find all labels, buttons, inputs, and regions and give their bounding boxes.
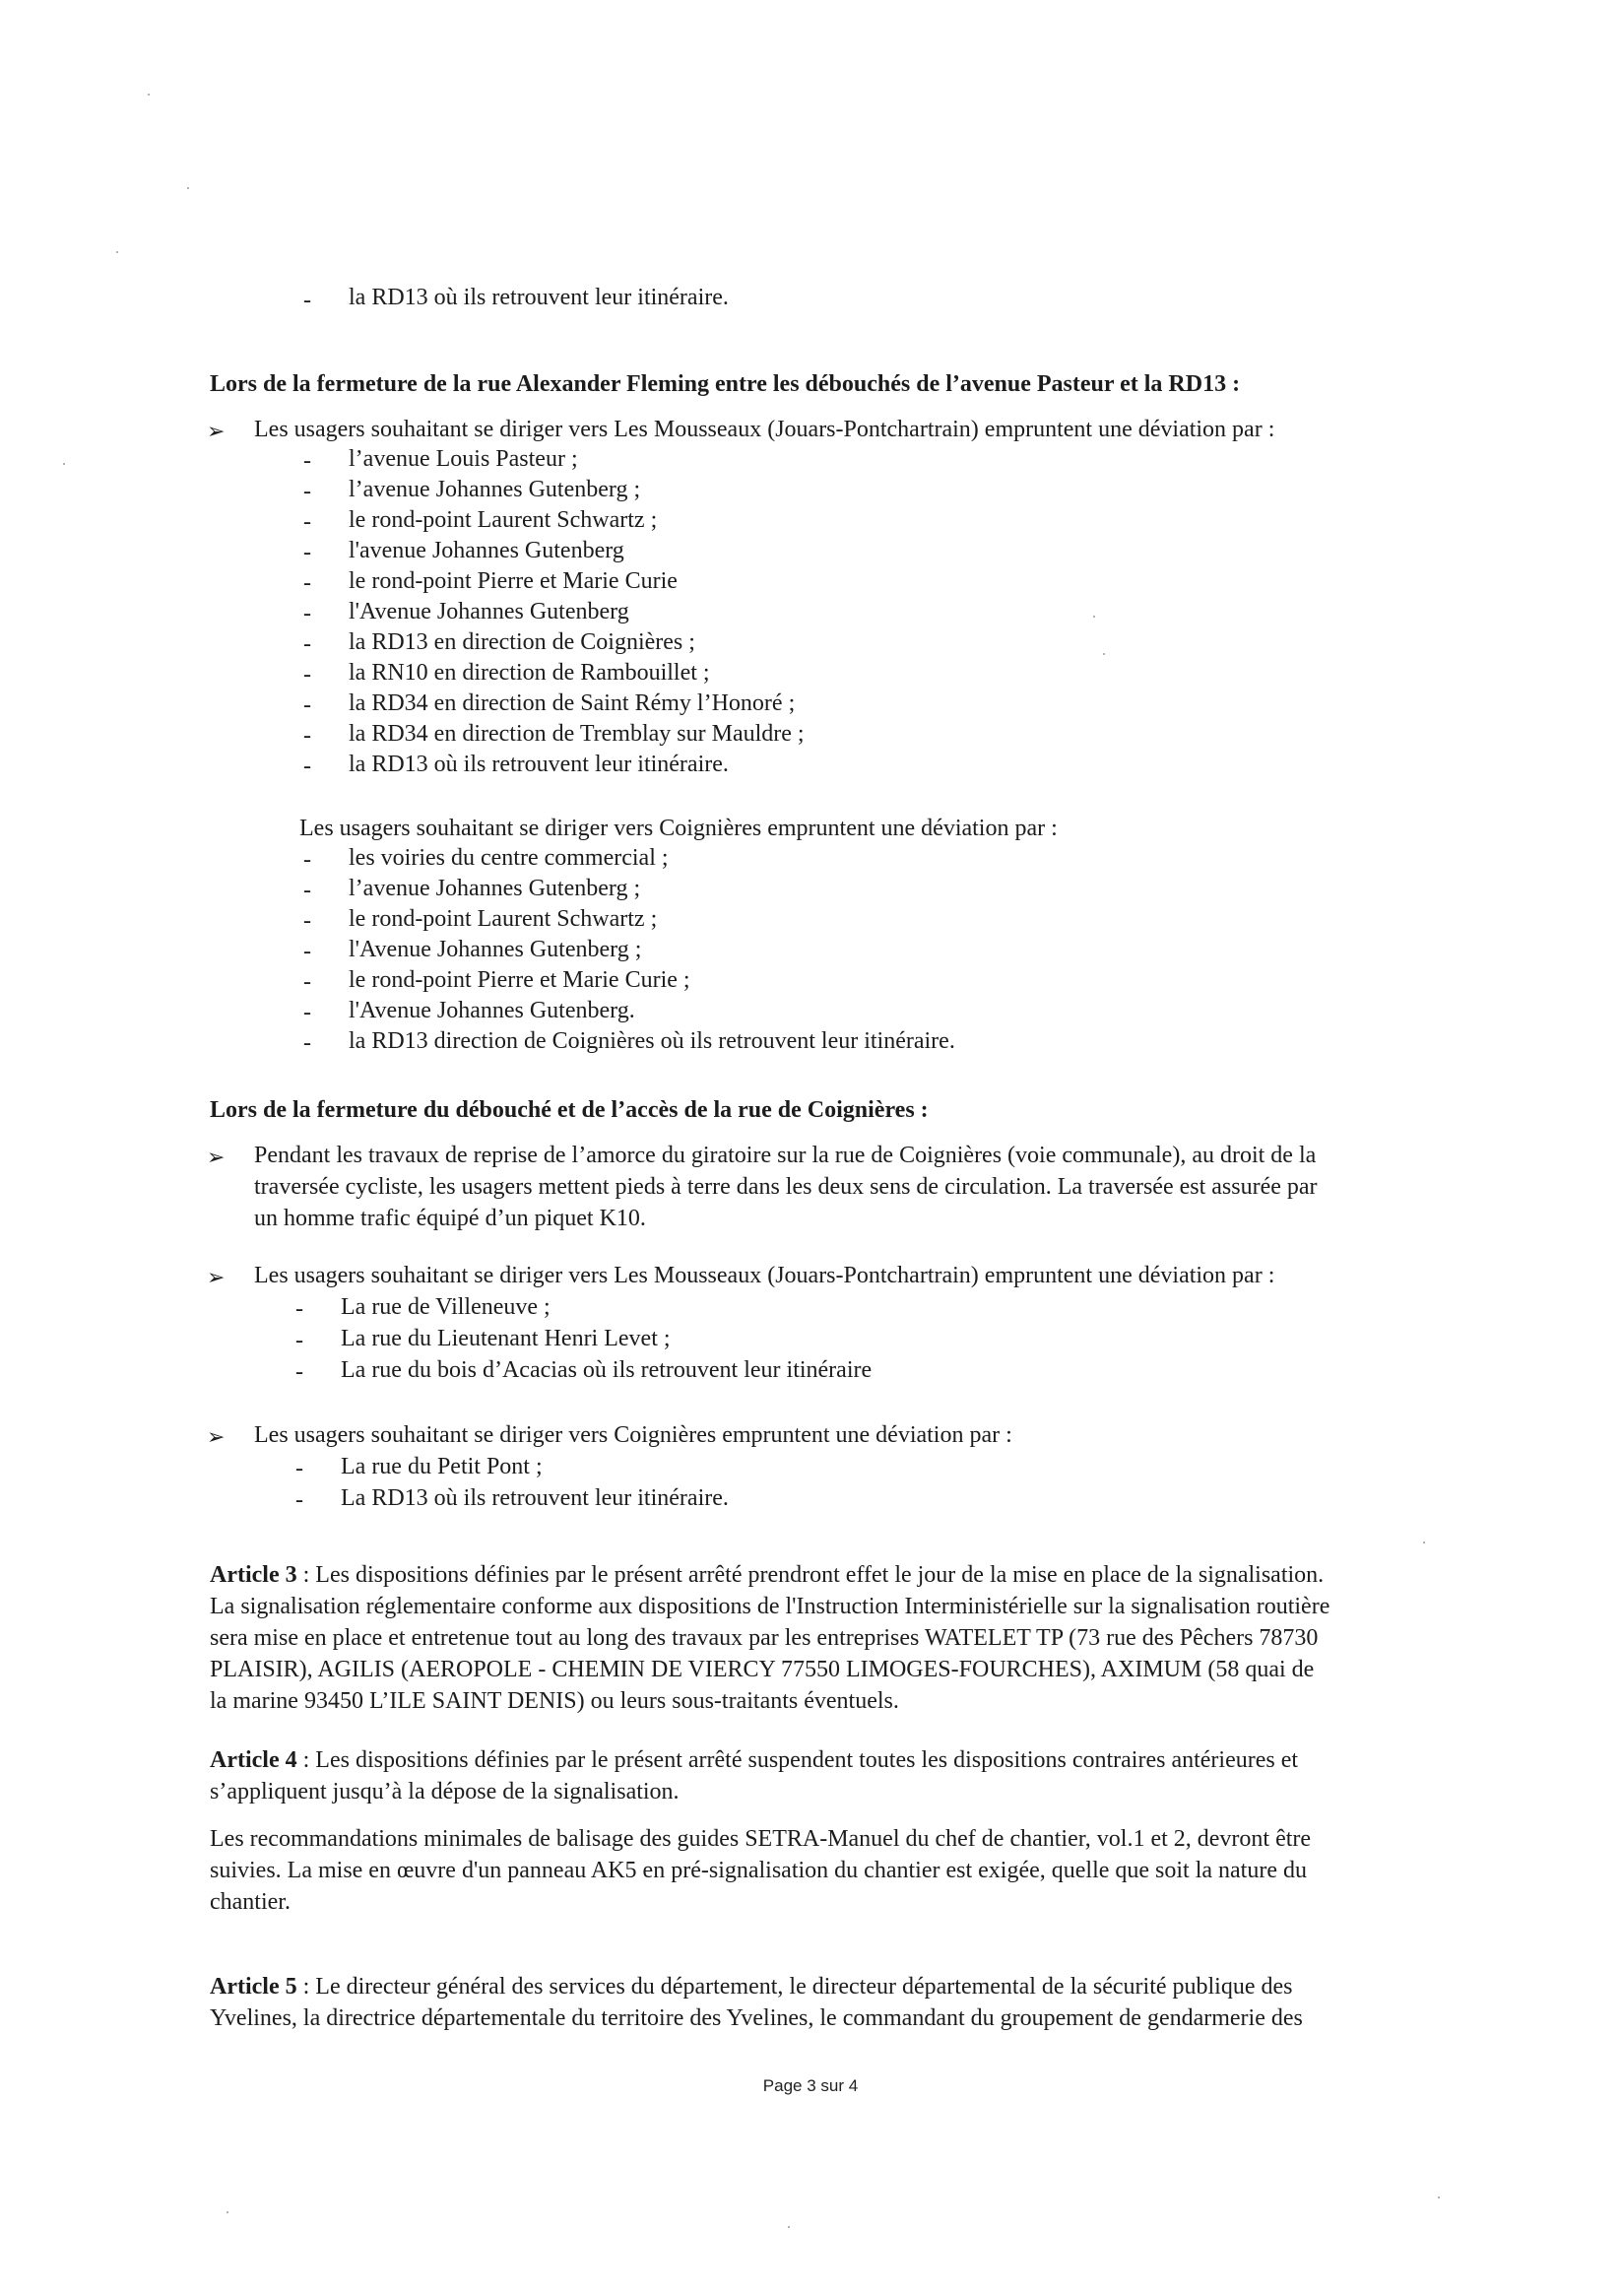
scan-speck: [187, 187, 189, 189]
list-dash: -: [303, 1030, 311, 1056]
list-dash: -: [303, 662, 311, 688]
list-dash: -: [303, 601, 311, 626]
list-dash: -: [303, 509, 311, 535]
list-item: la RN10 en direction de Rambouillet ;: [349, 660, 710, 686]
list-dash: -: [303, 969, 311, 995]
page-number: Page 3 sur 4: [762, 2076, 859, 2095]
list-dash: -: [303, 448, 311, 474]
paragraph-intro: Les usagers souhaitant se diriger vers Les Mousseaux (Jouars-Pontchartrain) empruntent une déviation par :: [254, 1263, 1275, 1288]
paragraph-intro: Les usagers souhaitant se diriger vers Coignières empruntent une déviation par :: [299, 816, 1058, 841]
list-dash: -: [303, 723, 311, 749]
article-4-line: Les recommandations minimales de balisage des guides SETRA-Manuel du chef de chantier, vol.1 et 2, devront être: [210, 1826, 1312, 1852]
scan-speck: [227, 2211, 228, 2213]
list-dash: -: [295, 1359, 303, 1385]
list-dash: -: [303, 692, 311, 718]
article-text: : Les dispositions définies par le présent arrêté prendront effet le jour de la mise en place de la signalisation.: [296, 1562, 1325, 1588]
list-dash: -: [303, 1000, 311, 1025]
article-3-line: sera mise en place et entretenue tout au long des travaux par les entreprises WATELET TP (73 rue des Pêchers 78730: [210, 1625, 1319, 1651]
article-label: Article 5: [210, 1974, 297, 2000]
list-dash: -: [303, 939, 311, 964]
list-item: La rue de Villeneuve ;: [341, 1294, 551, 1320]
list-dash: -: [303, 754, 311, 779]
scan-speck: [116, 251, 118, 253]
list-item: La RD13 où ils retrouvent leur itinéraire.: [341, 1485, 729, 1511]
list-dash: -: [295, 1456, 303, 1481]
list-item: l'Avenue Johannes Gutenberg: [349, 599, 629, 624]
article-4-line: suivies. La mise en œuvre d'un panneau AK5 en pré-signalisation du chantier est exigée, quelle que soit la nature du: [210, 1858, 1307, 1883]
list-dash: -: [303, 479, 311, 504]
list-dash: -: [303, 570, 311, 596]
arrow-bullet-icon: ➢: [207, 1265, 226, 1289]
section-heading: Lors de la fermeture de la rue Alexander Fleming entre les débouchés de l’avenue Pasteur et la RD13 :: [210, 371, 1241, 397]
arrow-bullet-icon: ➢: [207, 419, 226, 443]
scan-speck: [63, 463, 65, 465]
scan-speck: [1438, 2197, 1440, 2198]
list-item: l'Avenue Johannes Gutenberg.: [349, 998, 635, 1023]
paragraph-line: un homme trafic équipé d’un piquet K10.: [254, 1206, 646, 1231]
list-dash: -: [303, 908, 311, 934]
scan-speck: [788, 2226, 790, 2228]
list-item: la RD34 en direction de Saint Rémy l’Honoré ;: [349, 690, 796, 716]
list-dash: -: [303, 540, 311, 565]
article-label: Article 4: [210, 1747, 297, 1773]
paragraph-line: Pendant les travaux de reprise de l’amorce du giratoire sur la rue de Coignières (voie communale), au droit de la: [254, 1143, 1317, 1168]
list-dash: -: [295, 1487, 303, 1513]
article-4-line: [210, 1745, 1298, 1775]
list-dash: -: [303, 288, 311, 313]
list-dash: -: [295, 1296, 303, 1322]
paragraph-intro: Les usagers souhaitant se diriger vers Coignières empruntent une déviation par :: [254, 1422, 1012, 1448]
article-text: : Le directeur général des services du département, le directeur départemental de la sécurité publique des: [296, 1974, 1293, 2000]
paragraph-line: traversée cycliste, les usagers mettent pieds à terre dans les deux sens de circulation. La traversée est assurée par: [254, 1174, 1318, 1200]
article-3-line: [210, 1560, 1324, 1590]
scan-speck: [1093, 616, 1095, 618]
article-3-line: PLAISIR), AGILIS (AEROPOLE - CHEMIN DE VIERCY 77550 LIMOGES-FOURCHES), AXIMUM (58 quai de: [210, 1657, 1315, 1682]
article-5-line: Yvelines, la directrice départementale du territoire des Yvelines, le commandant du groupement de gendarmerie des: [210, 2005, 1303, 2031]
scan-speck: [148, 94, 150, 96]
list-item: l’avenue Louis Pasteur ;: [349, 446, 578, 472]
list-dash: -: [303, 847, 311, 873]
article-label: Article 3: [210, 1562, 297, 1588]
list-item: la RD13 où ils retrouvent leur itinéraire.: [349, 752, 729, 777]
article-3-line: La signalisation réglementaire conforme aux dispositions de l'Instruction Interministérielle sur la signalisation routière: [210, 1594, 1330, 1619]
article-3-line: la marine 93450 L’ILE SAINT DENIS) ou leurs sous-traitants éventuels.: [210, 1688, 899, 1714]
list-item: l'Avenue Johannes Gutenberg ;: [349, 937, 642, 962]
list-item: la RD13 direction de Coignières où ils retrouvent leur itinéraire.: [349, 1028, 955, 1054]
scan-speck: [1103, 653, 1105, 655]
list-item: la RD34 en direction de Tremblay sur Mauldre ;: [349, 721, 805, 747]
article-4-line: s’appliquent jusqu’à la dépose de la signalisation.: [210, 1779, 680, 1804]
list-dash: -: [295, 1328, 303, 1353]
list-item: La rue du Lieutenant Henri Levet ;: [341, 1326, 671, 1351]
list-item: La rue du Petit Pont ;: [341, 1454, 543, 1479]
list-item: le rond-point Pierre et Marie Curie: [349, 568, 678, 594]
list-item: la RD13 en direction de Coignières ;: [349, 629, 695, 655]
list-item: le rond-point Laurent Schwartz ;: [349, 507, 658, 533]
list-dash: -: [303, 878, 311, 903]
article-text: : Les dispositions définies par le présent arrêté suspendent toutes les dispositions contraires antérieures et: [296, 1747, 1299, 1773]
arrow-bullet-icon: ➢: [207, 1145, 226, 1169]
list-dash: -: [303, 631, 311, 657]
list-item: le rond-point Laurent Schwartz ;: [349, 906, 658, 932]
list-item: l'avenue Johannes Gutenberg: [349, 538, 624, 563]
list-item: le rond-point Pierre et Marie Curie ;: [349, 967, 690, 993]
article-5-line: [210, 1972, 1293, 2001]
list-item: l’avenue Johannes Gutenberg ;: [349, 876, 641, 901]
list-item: les voiries du centre commercial ;: [349, 845, 669, 871]
arrow-bullet-icon: ➢: [207, 1424, 226, 1449]
section-heading: Lors de la fermeture du débouché et de l’accès de la rue de Coignières :: [210, 1097, 929, 1123]
scan-speck: [1423, 1542, 1425, 1543]
list-item: La rue du bois d’Acacias où ils retrouvent leur itinéraire: [341, 1357, 873, 1383]
list-item: la RD13 où ils retrouvent leur itinéraire.: [349, 285, 729, 310]
paragraph-intro: Les usagers souhaitant se diriger vers Les Mousseaux (Jouars-Pontchartrain) empruntent une déviation par :: [254, 417, 1275, 442]
article-4-line: chantier.: [210, 1889, 291, 1915]
list-item: l’avenue Johannes Gutenberg ;: [349, 477, 641, 502]
